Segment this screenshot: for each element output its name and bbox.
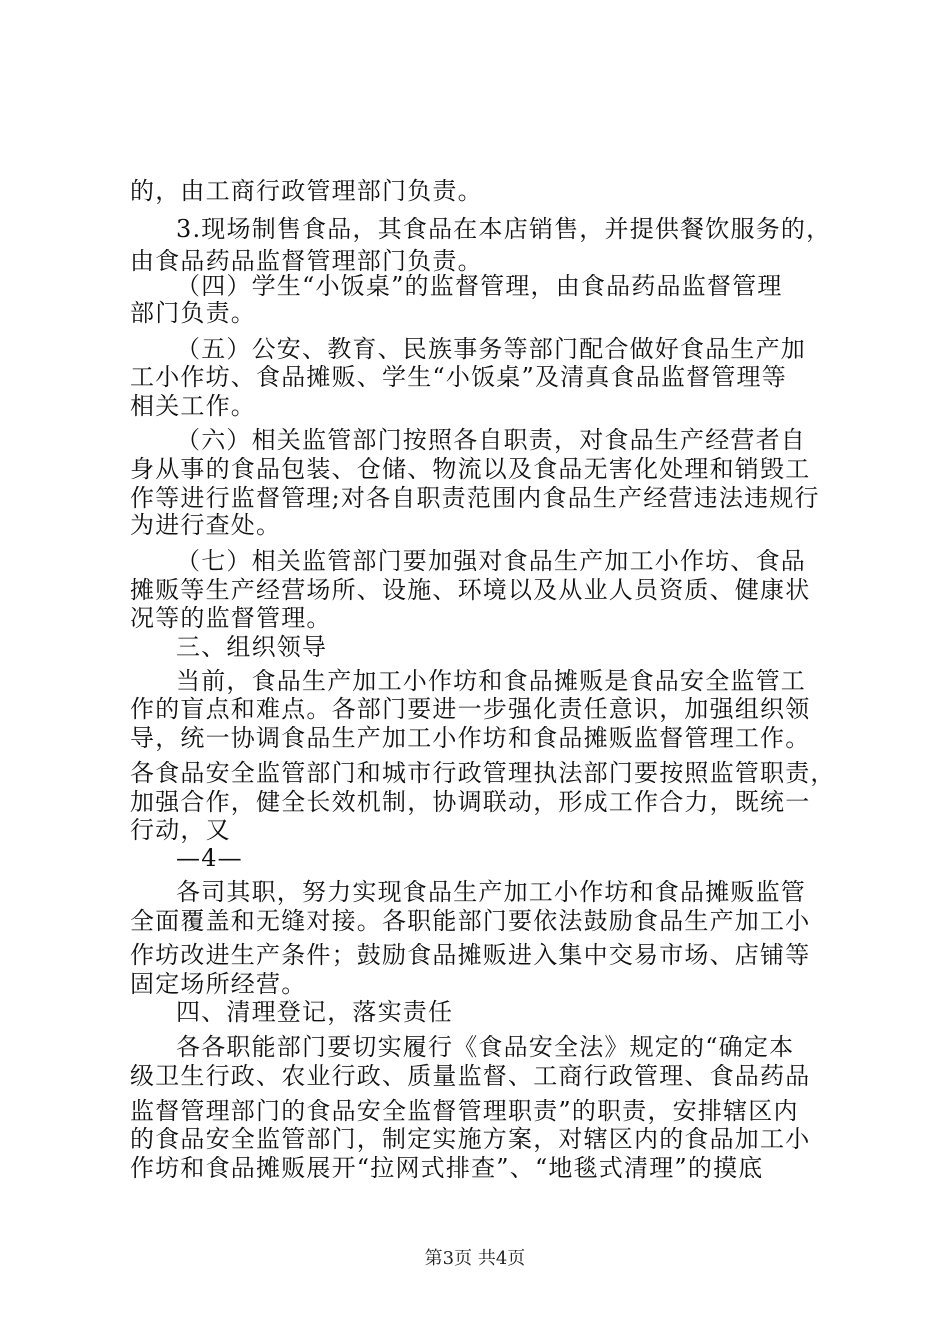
text-line: 的食品安全监管部门，制定实施方案，对辖区内的食品加工小 [130,1125,811,1153]
text-line: 各食品安全监管部门和城市行政管理执法部门要按照监管职责， [130,759,836,787]
text-line: 工小作坊、食品摊贩、学生“小饭桌”及清真食品监督管理等 [130,363,787,391]
text-line: 为进行查处。 [130,511,282,539]
text-line: 况等的监督管理。 [130,604,332,632]
text-line: 作的盲点和难点。各部门要进一步强化责任意识，加强组织领 [130,695,811,723]
text-line: 级卫生行政、农业行政、质量监督、工商行政管理、食品药品 [130,1062,811,1090]
text-line: （五）公安、教育、民族事务等部门配合做好食品生产加 [176,335,806,363]
text-line: 部门负责。 [130,299,256,327]
text-line: 当前，食品生产加工小作坊和食品摊贩是食品安全监管工 [176,667,806,695]
section-heading: 三、组织领导 [176,633,328,661]
text-line: 导，统一协调食品生产加工小作坊和食品摊贩监督管理工作。 [130,724,811,752]
text-line: 作坊和食品摊贩展开“拉网式排查”、“地毯式清理”的摸底 [130,1154,764,1182]
text-line: 作等进行监督管理;对各自职责范围内食品生产经营违法违规行 [130,484,820,512]
text-line: （七）相关监管部门要加强对食品生产加工小作坊、食品 [176,547,806,575]
text-line: 身从事的食品包装、仓储、物流以及食品无害化处理和销毁工 [130,455,811,483]
text-line: 的，由工商行政管理部门负责。 [130,177,483,205]
text-line: 各各职能部门要切实履行《食品安全法》规定的“确定本 [176,1033,795,1061]
text-line: 摊贩等生产经营场所、设施、环境以及从业人员资质、健康状 [130,576,811,604]
text-line: （六）相关监管部门按照各自职责，对食品生产经营者自 [176,426,806,454]
section-heading: 四、清理登记，落实责任 [176,998,454,1026]
text-line: （四）学生“小饭桌”的监督管理，由食品药品监督管理 [176,272,783,300]
text-line: 固定场所经营。 [130,970,307,998]
text-line: 3.现场制售食品，其食品在本店销售，并提供餐饮服务的， [176,215,832,243]
text-line: 各司其职，努力实现食品生产加工小作坊和食品摊贩监管 [176,878,806,906]
text-line: 由食品药品监督管理部门负责。 [130,247,483,275]
text-line: 行动，又 [130,816,231,844]
text-line: 相关工作。 [130,392,256,420]
text-line: 作坊改进生产条件；鼓励食品摊贩进入集中交易市场、店铺等 [130,941,811,969]
page-footer: 第3页 共4页 [424,1248,526,1269]
page-number-marker: —4— [176,844,243,872]
text-line: 加强合作，健全长效机制，协调联动，形成工作合力，既统一 [130,788,811,816]
text-line: 全面覆盖和无缝对接。各职能部门要依法鼓励食品生产加工小 [130,907,811,935]
text-line: 监督管理部门的食品安全监督管理职责”的职责，安排辖区内 [130,1097,799,1125]
